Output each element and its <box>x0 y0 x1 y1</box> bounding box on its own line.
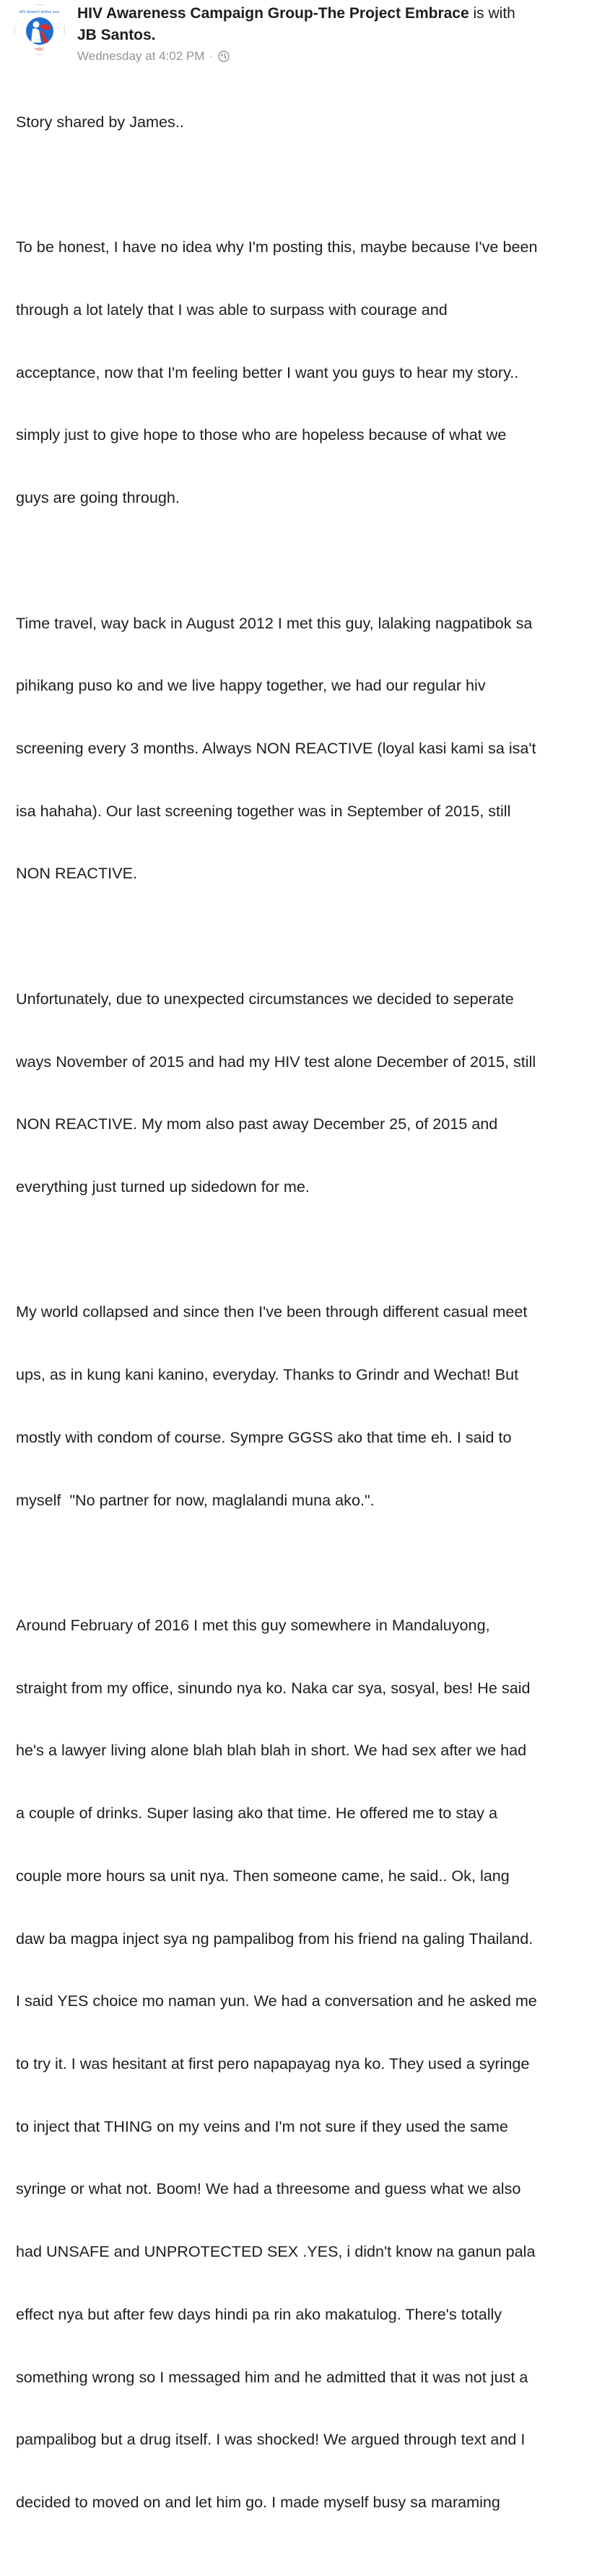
author-line <box>77 3 597 25</box>
post-paragraph-5 <box>16 1261 601 1553</box>
text-line: acceptance, now that I'm feeling better I want you guys to hear my story.. <box>16 363 519 381</box>
text-line: myself "No partner for now, maglalandi muna ako.". <box>16 1490 375 1509</box>
avatar-logo-icon <box>15 5 64 54</box>
header-text <box>77 3 597 64</box>
text-line: decided to moved on and let him go. I made myself busy sa maraming <box>16 2493 500 2512</box>
text-line: I said YES choice mo naman yun. We had a conversation and he asked me <box>16 1992 537 2010</box>
post-paragraph-3 <box>16 571 601 926</box>
text-line: to try it. I was hesitant at first pero napapayag nya ko. They used a syringe <box>16 2054 530 2073</box>
text-line: isa hahaha). Our last screening together was in September of 2015, still <box>16 801 511 820</box>
text-line: he's a lawyer living alone blah blah blah in short. We had sex after we had <box>16 1741 527 1760</box>
text-line: syringe or what not. Boom! We had a threesome and guess what we also <box>16 2179 521 2198</box>
avatar-caption: HIV doesn't define you. <box>19 10 61 14</box>
meta-separator: · <box>209 51 213 61</box>
avatar-footer: HIAC <box>35 48 44 52</box>
text-line: pampalibog but a drug itself. I was shocked! We argued through text and I <box>16 2430 526 2449</box>
text-line: My world collapsed and since then I've been through different casual meet <box>16 1302 528 1321</box>
text-line: couple more hours sa unit nya. Then someone came, he said.. Ok, lang <box>16 1866 510 1885</box>
post-paragraph-2 <box>16 195 601 550</box>
tagged-person[interactable]: JB Santos. <box>77 27 156 43</box>
text-line: Around February of 2016 I met this guy somewhere in Mandaluyong, <box>16 1615 490 1634</box>
text-line: a couple of drinks. Super lasing ako that time. He offered me to stay a <box>16 1804 497 1823</box>
post-header <box>13 3 598 68</box>
text-line: ways November of 2015 and had my HIV test alone December of 2015, still <box>16 1052 536 1071</box>
text-line: Time travel, way back in August 2012 I met this guy, lalaking nagpatibok sa <box>16 613 533 632</box>
text-line: To be honest, I have no idea why I'm posting this, maybe because I've been <box>16 238 538 256</box>
globe-icon[interactable] <box>218 51 230 62</box>
text-line: NON REACTIVE. My mom also past away December 25, of 2015 and <box>16 1115 498 1133</box>
post-body <box>16 70 601 2576</box>
text-line: everything just turned up sidedown for me. <box>16 1177 310 1196</box>
text-line: Story shared by James.. <box>16 112 184 131</box>
text-line: straight from my office, sinundo nya ko. Naka car sya, sosyal, bes! He said <box>16 1678 531 1697</box>
text-line: effect nya but after few days hindi pa rin ako makatulog. There's totally <box>16 2304 502 2323</box>
text-line: NON REACTIVE. <box>16 864 137 883</box>
text-line: to inject that THING on my veins and I'm not sure if they used the same <box>16 2117 508 2135</box>
text-line: through a lot lately that I was able to surpass with courage and <box>16 300 448 319</box>
page-avatar[interactable] <box>14 4 65 55</box>
post-paragraph-4 <box>16 947 601 1240</box>
text-line: had UNSAFE and UNPROTECTED SEX .YES, i didn't know na ganun pala <box>16 2242 536 2261</box>
post-paragraph-1 <box>16 70 601 175</box>
post-paragraph-6 <box>16 1573 601 2555</box>
text-line: simply just to give hope to those who are hopeless because of what we <box>16 425 507 444</box>
tagged-line <box>77 25 597 46</box>
text-line: daw ba magpa inject sya ng pampalibog from his friend na galing Thailand. <box>16 1929 533 1948</box>
post-timestamp[interactable]: Wednesday at 4:02 PM <box>77 49 205 63</box>
text-line: guys are going through. <box>16 488 180 507</box>
author-name[interactable]: HIV Awareness Campaign Group-The Project Embrace <box>77 5 469 22</box>
text-line: something wrong so I messaged him and he admitted that it was not just a <box>16 2367 528 2386</box>
text-line: pihikang puso ko and we live happy together, we had our regular hiv <box>16 676 486 695</box>
post-meta <box>77 48 597 64</box>
text-line: ups, as in kung kani kanino, everyday. Thanks to Grindr and Wechat! But <box>16 1365 519 1384</box>
text-line: screening every 3 months. Always NON REACTIVE (loyal kasi kami sa isa't <box>16 738 536 757</box>
with-text: is with <box>473 5 515 22</box>
text-line: Unfortunately, due to unexpected circumstances we decided to seperate <box>16 989 514 1008</box>
text-line: mostly with condom of course. Sympre GGSS ako that time eh. I said to <box>16 1427 512 1446</box>
